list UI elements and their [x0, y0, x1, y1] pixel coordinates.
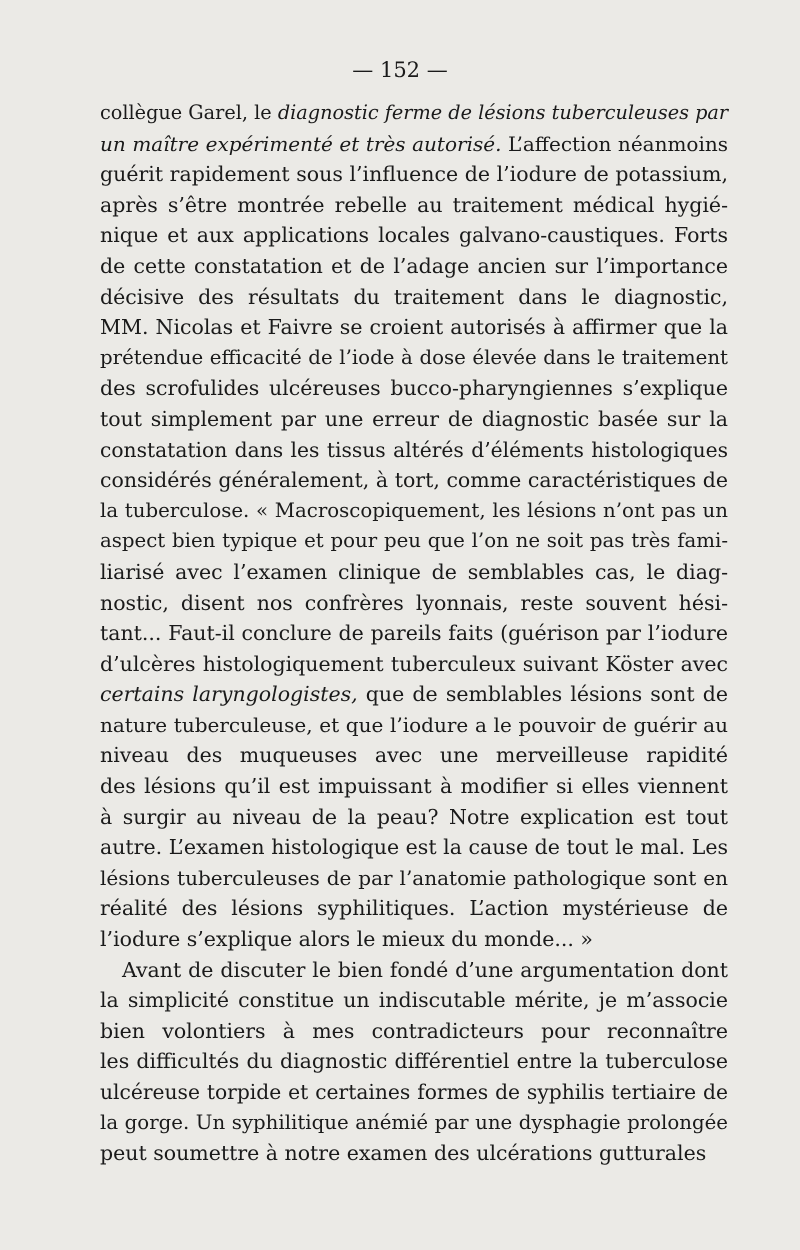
text-run: nature tuberculeuse, et que l’iodure a le pouvoir de guérir au [100, 712, 728, 737]
text-line [100, 190, 728, 221]
text-run: collègue Garel, le [100, 101, 278, 124]
text-run: de cette constatation et de l’adage ancien sur l’importance [100, 253, 728, 278]
text-run: réalité des lésions syphilitiques. L’action mystérieuse de [100, 896, 728, 921]
text-run: tout simplement par une erreur de diagnostic basée sur la [100, 406, 728, 431]
text-line [100, 373, 728, 404]
text-line [100, 588, 728, 619]
text-run: lésions tuberculeuses de par l’anatomie pathologique sont en [100, 865, 728, 890]
text-run: nique et aux applications locales galvano-caustiques. Forts [100, 223, 728, 248]
text-line [100, 129, 728, 160]
text-run: d’ulcères histologiquement tuberculeux suivant Köster avec [100, 651, 728, 676]
text-run: ulcéreuse torpide et certaines formes de syphilis tertiaire de [100, 1080, 728, 1104]
text-run: après s’être montrée rebelle au traitement médical hygié- [100, 192, 728, 217]
text-line [100, 802, 728, 833]
text-run: Avant de discuter le bien fondé d’une argumentation dont [122, 957, 728, 982]
text-run: des lésions qu’il est impuissant à modifier si elles viennent [100, 774, 728, 799]
text-line [100, 771, 728, 802]
body-text [100, 98, 728, 1169]
text-run: considérés généralement, à tort, comme caractéristiques de [100, 468, 728, 493]
text-line [100, 98, 728, 129]
text-line [100, 404, 728, 435]
text-run: les difficultés du diagnostic différentiel entre la tuberculose [100, 1049, 728, 1074]
italic-text: certains laryngologistes, [100, 682, 358, 707]
text-run: nostic, disent nos confrères lyonnais, reste souvent hési- [100, 590, 728, 615]
italic-text: un maître expérimenté et très autorisé. [100, 131, 502, 156]
text-run: aspect bien typique et pour peu que l’on ne soit pas très fami- [100, 529, 728, 553]
text-run: peut soumettre à notre examen des ulcérations gutturales [100, 1141, 707, 1166]
page-number: — 152 — [352, 58, 448, 82]
text-run: des scrofulides ulcéreuses bucco-pharyngiennes s’explique [100, 376, 728, 401]
text-line [100, 1108, 728, 1139]
text-line [100, 557, 728, 588]
text-line [100, 1016, 728, 1047]
text-line [100, 435, 728, 466]
text-line [100, 618, 728, 649]
text-run: niveau des muqueuses avec une merveilleuse rapidité [100, 743, 728, 768]
text-run: guérit rapidement sous l’influence de l’iodure de potassium, [100, 162, 728, 187]
text-run: bien volontiers à mes contradicteurs pour reconnaître [100, 1018, 728, 1043]
text-line [100, 1077, 728, 1108]
text-run: tant... Faut-il conclure de pareils faits (guérison par l’iodure [100, 621, 728, 646]
text-line [100, 159, 728, 190]
text-line [100, 649, 728, 680]
text-line [100, 312, 728, 343]
text-run: prétendue efficacité de l’iode à dose élevée dans le traitement [100, 345, 728, 369]
text-line [100, 832, 728, 863]
text-line [100, 679, 728, 710]
text-run: l’iodure s’explique alors le mieux du monde... » [100, 927, 593, 952]
text-run: liarisé avec l’examen clinique de semblables cas, le diag- [100, 559, 728, 584]
text-line [100, 282, 728, 313]
text-run: la simplicité constitue un indiscutable mérite, je m’associe [100, 988, 728, 1013]
text-line [100, 1138, 728, 1169]
text-run: autre. L’examen histologique est la cause de tout le mal. Les [100, 835, 728, 860]
text-line [100, 220, 728, 251]
text-line [100, 526, 728, 557]
text-line [100, 710, 728, 741]
text-run: que de semblables lésions sont de [357, 682, 728, 707]
text-line [100, 251, 728, 282]
text-run: L’affection néanmoins [501, 131, 729, 156]
text-line [100, 740, 728, 771]
text-run: décisive des résultats du traitement dans le diagnostic, [100, 284, 728, 309]
text-line [100, 496, 728, 527]
text-run: MM. Nicolas et Faivre se croient autorisés à affirmer que la [100, 315, 728, 340]
text-line [100, 1046, 728, 1077]
text-line [100, 465, 728, 496]
text-line [100, 893, 728, 924]
text-run: la gorge. Un syphilitique anémié par une dysphagie prolongée [100, 1110, 728, 1134]
text-line [100, 955, 728, 986]
text-run: constatation dans les tissus altérés d’éléments histologiques [100, 437, 728, 462]
text-run: la tuberculose. « Macroscopiquement, les lésions n’ont pas un [100, 498, 728, 522]
text-line [100, 924, 728, 955]
text-line [100, 343, 728, 374]
text-run: à surgir au niveau de la peau? Notre explication est tout [100, 804, 728, 829]
text-line [100, 985, 728, 1016]
italic-text: diagnostic ferme de lésions tuberculeuses par [277, 101, 729, 124]
text-line [100, 863, 728, 894]
